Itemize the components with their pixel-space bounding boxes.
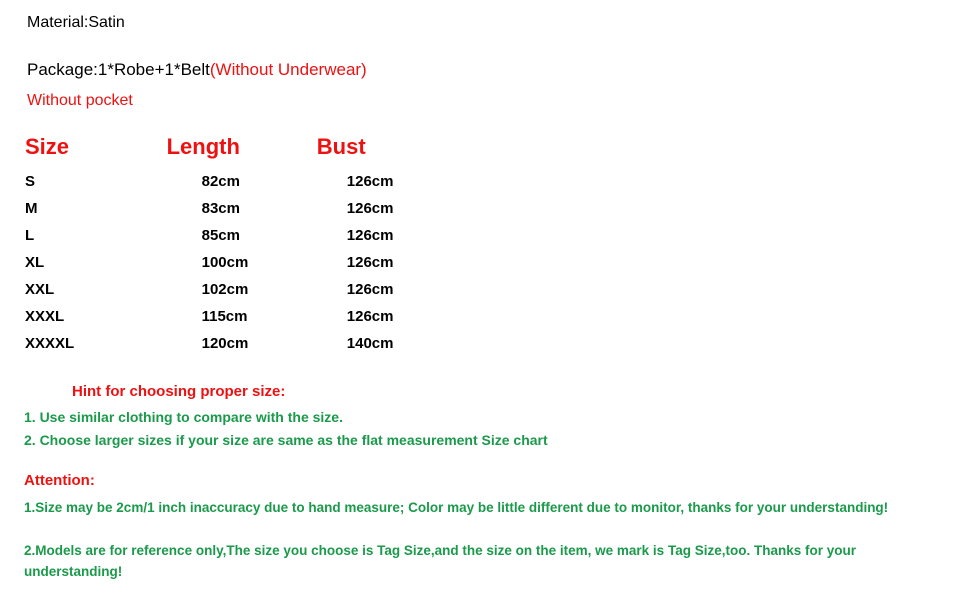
cell-size: XXXL xyxy=(25,308,65,325)
table-row xyxy=(20,330,440,357)
table-row xyxy=(20,249,440,276)
hint-item-1: 1. Use similar clothing to compare with the size. xyxy=(24,409,343,425)
cell-length: 82cm xyxy=(201,173,240,190)
cell-bust: 126cm xyxy=(346,227,394,244)
column-header-length: Length xyxy=(166,134,240,159)
cell-bust: 126cm xyxy=(346,173,394,190)
package-line xyxy=(27,60,367,80)
cell-bust: 126cm xyxy=(346,254,394,271)
cell-length: 120cm xyxy=(201,335,249,352)
cell-length: 115cm xyxy=(201,308,248,325)
table-header-row xyxy=(20,134,440,168)
cell-bust: 126cm xyxy=(346,308,394,325)
without-pocket-note: Without pocket xyxy=(27,92,133,109)
cell-length: 85cm xyxy=(201,227,240,244)
table-row xyxy=(20,276,440,303)
size-chart-body xyxy=(20,168,440,357)
attention-title: Attention: xyxy=(24,472,95,489)
table-row xyxy=(20,195,440,222)
cell-length: 102cm xyxy=(201,281,249,298)
cell-length: 83cm xyxy=(201,200,240,217)
package-label: Package:1*Robe+1*Belt xyxy=(27,60,210,79)
hint-item-2: 2. Choose larger sizes if your size are same as the flat measurement Size chart xyxy=(24,432,548,448)
table-row xyxy=(20,222,440,249)
cell-size: XXL xyxy=(25,281,55,298)
cell-size: S xyxy=(25,173,36,190)
material-line: Material:Satin xyxy=(27,14,125,31)
size-chart-header xyxy=(20,134,440,168)
cell-bust: 126cm xyxy=(346,200,394,217)
cell-size: XL xyxy=(25,254,45,271)
cell-size: L xyxy=(25,227,35,244)
attention-item-1: 1.Size may be 2cm/1 inch inaccuracy due to hand measure; Color may be little different due to monitor, thanks for your understanding! xyxy=(24,500,889,515)
column-header-size: Size xyxy=(25,134,70,159)
cell-length: 100cm xyxy=(201,254,249,271)
column-header-bust: Bust xyxy=(316,134,366,159)
cell-size: XXXXL xyxy=(25,335,75,352)
table-row xyxy=(20,168,440,195)
table-row xyxy=(20,303,440,330)
hint-title: Hint for choosing proper size: xyxy=(72,383,286,400)
attention-item-2: 2.Models are for reference only,The size you choose is Tag Size,and the size on the item, we mark is Tag Size,too. Thanks for your understanding! xyxy=(24,543,856,579)
package-note: (Without Underwear) xyxy=(209,60,367,79)
cell-size: M xyxy=(25,200,38,217)
size-chart-table xyxy=(20,134,440,357)
cell-bust: 126cm xyxy=(346,281,394,298)
cell-bust: 140cm xyxy=(346,335,394,352)
